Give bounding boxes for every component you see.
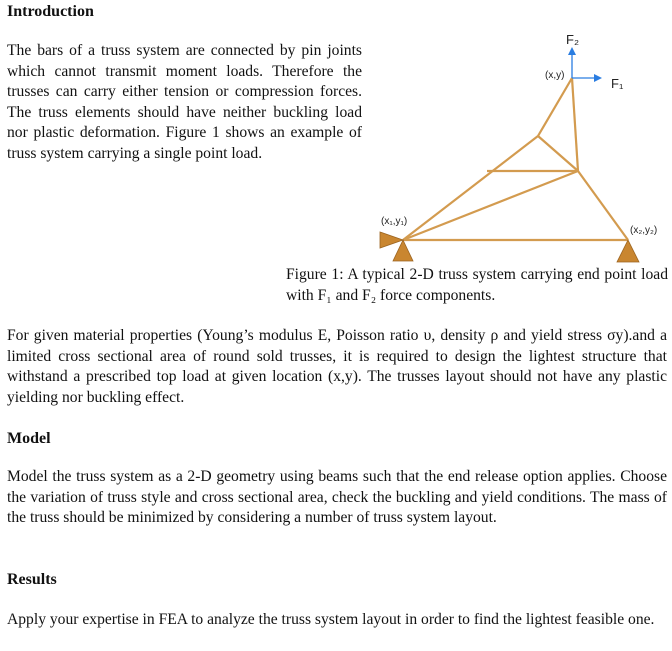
member-right-vertical <box>572 78 578 171</box>
intro-paragraph: The bars of a truss system are connected by pin joints which cannot transmit moment loads. Therefore the trusses can carry either tension or compression forces. The truss elements should have neither buckling load nor plastic deformation. Figure 1 shows an example of truss system carrying a single point load. <box>7 42 362 162</box>
label-right-node: (x₂,y₂) <box>630 225 658 236</box>
truss-figure <box>0 0 672 300</box>
force-arrows <box>568 47 602 82</box>
label-left-node: (x₁,y₁) <box>381 216 408 227</box>
label-f1: F₁ <box>611 76 624 91</box>
member-left-top <box>538 78 572 136</box>
member-diagonal <box>403 171 578 240</box>
right-pin-support-icon <box>617 240 639 262</box>
supports <box>380 232 639 262</box>
member-left-upper <box>403 136 538 240</box>
left-roller-support-icon <box>380 232 403 248</box>
design-paragraph: For given material properties (Young’s modulus E, Poisson ratio υ, density ρ and yield stress σy).and a limited cross sectional area of round sold trusses, it is required to design the lightest structure that withstand a prescribed top load at given location (x,y). The trusses layout should not have any plastic yielding nor buckling effect. <box>7 327 667 406</box>
figure-caption: Figure 1: A typical 2-D truss system carrying end point load with F₁ and F₂ force components. <box>286 266 668 304</box>
results-paragraph: Apply your expertise in FEA to analyze the truss system layout in order to find the lightest feasible one. <box>7 611 655 628</box>
member-inner <box>538 136 578 171</box>
heading-introduction: Introduction <box>7 3 94 20</box>
heading-model: Model <box>7 430 51 447</box>
left-pin-support-icon <box>393 240 413 261</box>
model-paragraph: Model the truss system as a 2-D geometry using beams such that the end release option applies. Choose the variation of truss style and cross sectional area, check the buckling and yield conditions. The mass of the truss should be minimized by considering a number of truss system layout. <box>7 468 667 526</box>
heading-results: Results <box>7 571 57 588</box>
member-right-lower <box>578 171 628 240</box>
label-f2: F₂ <box>566 32 579 47</box>
truss-members <box>403 78 628 240</box>
label-top-node: (x,y) <box>545 70 565 81</box>
